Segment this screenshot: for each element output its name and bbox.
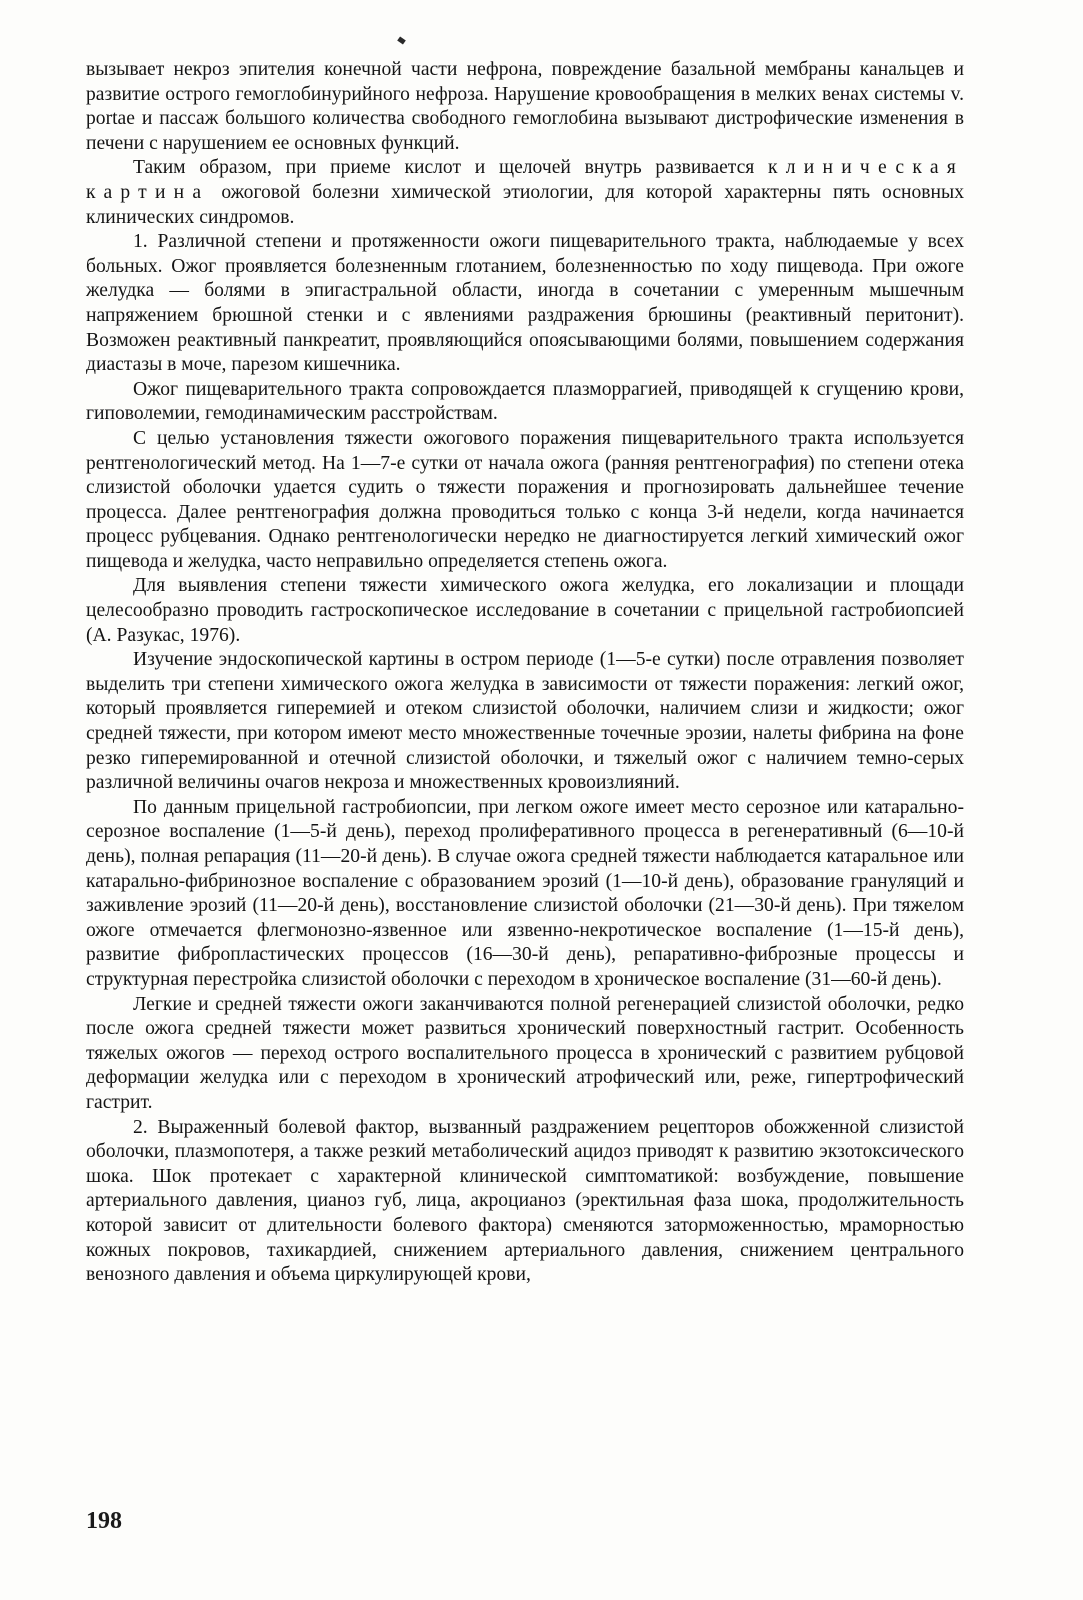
paragraph-8: По данным прицельной гастробиопсии, при легком ожоге имеет место серозное или катарально-серозное воспаление (1—5-й день), переход пролиферативного процесса в регенеративный (6—10-й день), полная репарация (11—20-й день). В случае ожога средней тяжести наблюдается катаральное или катарально-фибринозное воспаление с образованием эрозий (1—10-й день), образование грануляций и заживление эрозий (11—20-й день), восстановление слизистой оболочки (21—30-й день). При тяжелом ожоге отмечается флегмонозно-язвенное или язвенно-некротическое воспаление (1—15-й день), развитие фибропластических процессов (16—30-й день), репаративно-фиброзные процессы и структурная перестройка слизистой оболочки с переходом в хроническое воспаление (31—60-й день).: [86, 796, 964, 990]
paragraph-2: [86, 156, 964, 230]
paragraph-1: вызывает некроз эпителия конечной части нефрона, повреждение базальной мембраны канальцев и развитие острого гемоглобинурийного нефроза. Нарушение кровообращения в мелких венах системы v. portae и пассаж большого количества свободного гемоглобина вызывают дистрофические изменения в печени с нарушением ее основных функций.: [86, 59, 964, 154]
body-text: [86, 58, 964, 1288]
paragraph-9: Легкие и средней тяжести ожоги заканчиваются полной регенерацией слизистой оболочки, редко после ожога средней тяжести может развиться хронический поверхностный гастрит. Особенность тяжелых ожогов — переход острого воспалительного процесса в хронический с развитием рубцовой деформации желудка или с переходом в хронический атрофический или, реже, гипертрофический гастрит.: [86, 993, 964, 1113]
paragraph-4: Ожог пищеварительного тракта сопровождается плазморрагией, приводящей к сгущению крови, гиповолемии, гемодинамическим расстройствам.: [86, 378, 964, 425]
paragraph-3: 1. Различной степени и протяженности ожоги пищеварительного тракта, наблюдаемые у всех больных. Ожог проявляется болезненным глотанием, болезненностью по ходу пищевода. При ожоге желудка — болями в эпигастральной области, иногда в сочетании с умеренным мышечным напряжением брюшной стенки и с явлениями раздражения брюшины (реактивный перитонит). Возможен реактивный панкреатит, проявляющийся опоясывающими болями, повышением содержания диастазы в моче, парезом кишечника.: [86, 231, 964, 376]
paragraph-6: Для выявления степени тяжести химического ожога желудка, его локализации и площади целесообразно проводить гастроскопическое исследование в сочетании с прицельной гастробиопсией (А. Разукас, 1976).: [86, 575, 964, 646]
paragraph-5: С целью установления тяжести ожогового поражения пищеварительного тракта используется рентгенологический метод. На 1—7-е сутки от начала ожога (ранняя рентгенография) по степени отека слизистой оболочки удается судить о тяжести поражения и прогнозировать дальнейшее течение процесса. Далее рентгенография должна проводиться только с конца 3-й недели, когда начинается процесс рубцевания. Однако рентгенологически нередко не диагностируется легкий химический ожог пищевода и желудка, часто неправильно определяется степень ожога.: [86, 427, 964, 572]
page-number: 198: [86, 1508, 122, 1534]
emphasized-phrase: клиническая картина: [86, 157, 964, 203]
paragraph-2-tail: ожоговой болезни химической этиологии, для которой характерны пять основных клинических синдромов.: [86, 181, 964, 228]
print-mark: [397, 36, 406, 44]
paragraph-7: Изучение эндоскопической картины в остром периоде (1—5-е сутки) после отравления позволяет выделить три степени химического ожога желудка в зависимости от тяжести поражения: легкий ожог, который проявляется гиперемией и отеком слизистой оболочки, наличием слизи и жидкости; ожог средней тяжести, при котором имеют место множественные точечные эрозии, налеты фибрина на фоне резко гиперемированной и отечной слизистой оболочки, и тяжелый ожог с наличием темно-серых различной величины очагов некроза и множественных кровоизлияний.: [86, 649, 964, 794]
paragraph-2-lead: Таким образом, при приеме кислот и щелочей внутрь развивается: [133, 157, 769, 179]
paragraph-10: 2. Выраженный болевой фактор, вызванный раздражением рецепторов обожженной слизистой оболочки, плазмопотеря, а также резкий метаболический ацидоз приводят к развитию экзотоксического шока. Шок протекает с характерной клинической симптоматикой: возбуждение, повышение артериального давления, цианоз губ, лица, акроцианоз (эректильная фаза шока, продолжительность которой зависит от длительности болевого фактора) сменяются заторможенностью, мраморностью кожных покровов, тахикардией, снижением артериального давления, снижением центрального венозного давления и объема циркулирующей крови,: [86, 1116, 964, 1286]
